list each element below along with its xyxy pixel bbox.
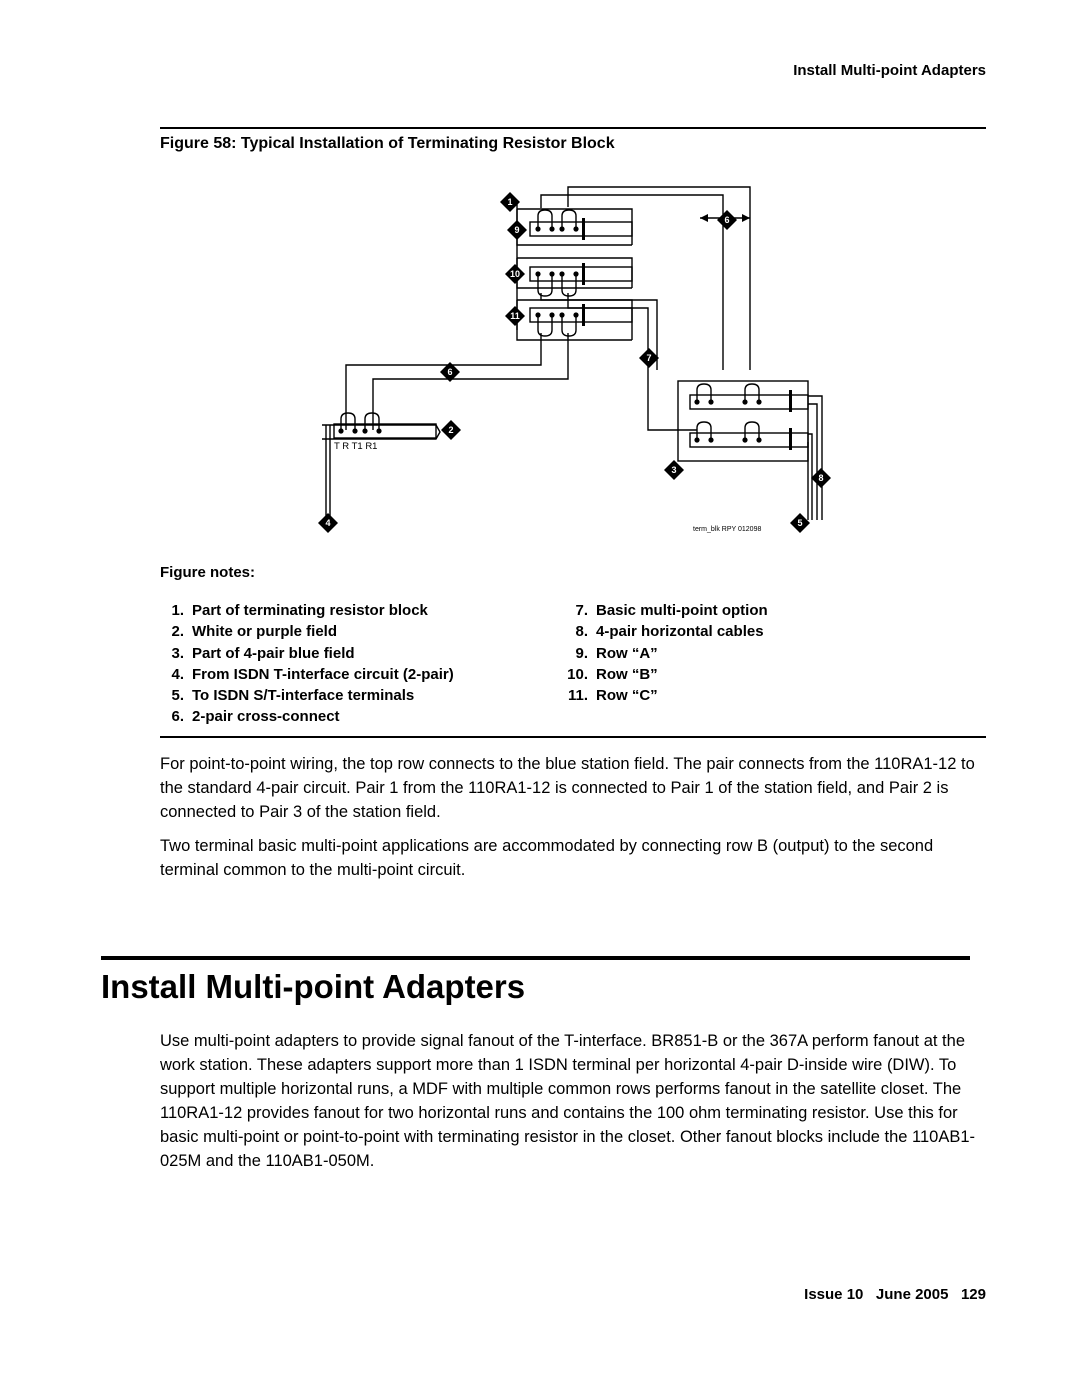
- figure-notes-left: [160, 600, 454, 728]
- note-item: 1. Part of terminating resistor block: [171, 602, 428, 619]
- callout-11: [505, 306, 525, 326]
- callout-4: [318, 513, 338, 533]
- note-item: 8. 4-pair horizontal cables: [575, 623, 764, 641]
- note-item: 11. Row “C”: [567, 687, 658, 705]
- body-paragraph-2: Two terminal basic multi-point applications are accommodated by connecting row B (output) to the second terminal common to the multi-point circuit.: [160, 837, 934, 879]
- svg-text:8: 8: [818, 473, 824, 483]
- running-header: Install Multi-point Adapters: [793, 62, 986, 79]
- note-item: 3. Part of 4-pair blue field: [171, 644, 355, 662]
- callout-3: [664, 460, 684, 480]
- figure-notes-title: Figure notes:: [160, 564, 256, 581]
- section-title: Install Multi-point Adapters: [101, 968, 526, 1005]
- body-paragraph-1: For point-to-point wiring, the top row connects to the blue station field. The pair connects from the 110RA1-12 to the standard 4-pair circuit. Pair 1 from the 110RA1-12 is connected to Pair 1 of the station field, and Pair 2 is connected to Pair 3 of the station field.: [160, 755, 975, 821]
- footer-date: June 2005: [875, 1286, 949, 1303]
- row-b-block: [517, 258, 632, 296]
- svg-text:3: 3: [671, 465, 677, 475]
- callout-6-top: [717, 210, 737, 230]
- svg-text:2: 2: [448, 425, 454, 435]
- svg-text:4: 4: [325, 518, 331, 528]
- wire: [373, 333, 568, 430]
- row-c-block: [517, 300, 632, 340]
- page-footer: [804, 1286, 986, 1303]
- svg-text:1: 1: [507, 197, 513, 207]
- callout-2: [441, 420, 461, 440]
- svg-text:7: 7: [646, 353, 652, 363]
- blue-field-block: [678, 381, 822, 520]
- callout-8: [811, 468, 831, 488]
- note-item: 2. White or purple field: [171, 623, 337, 641]
- figure-notes-right: [556, 600, 768, 706]
- page-number: 129: [960, 1286, 986, 1303]
- svg-text:9: 9: [514, 225, 520, 235]
- pin-labels: T R T1 R1: [334, 441, 378, 452]
- callout-5: [790, 513, 810, 533]
- footer-issue: Issue 10: [804, 1286, 864, 1303]
- callout-9: [507, 220, 527, 240]
- note-item: 9. Row “A”: [575, 644, 658, 662]
- svg-text:6: 6: [447, 367, 453, 377]
- note-item: 6. 2-pair cross-connect: [171, 708, 340, 726]
- figure-bottom-rule: [160, 736, 986, 738]
- callout-7: [639, 348, 659, 368]
- figure-caption: Figure 58: Typical Installation of Terminating Resistor Block: [160, 135, 615, 152]
- art-id: term_blk RPY 012098: [693, 526, 762, 533]
- note-item: 5. To ISDN S/T-interface terminals: [171, 687, 415, 705]
- section-rule: [101, 956, 970, 960]
- terminating-resistor-diagram: [0, 0, 1080, 560]
- note-item: 4. From ISDN T-interface circuit (2-pair): [171, 665, 454, 683]
- note-item: 10. Row “B”: [567, 665, 658, 683]
- svg-text:6: 6: [724, 215, 730, 225]
- svg-text:10: 10: [509, 269, 521, 279]
- note-item: 7. Basic multi-point option: [575, 602, 768, 619]
- wire: [346, 333, 541, 430]
- svg-text:5: 5: [797, 518, 803, 528]
- svg-text:11: 11: [510, 311, 520, 321]
- body-paragraph-3: Use multi-point adapters to provide signal fanout of the T-interface. BR851-B or the 367A perform fanout at the work station. These adapters support more than 1 ISDN terminal per horizontal 4-pair D-inside wire (DIW). To support multiple horizontal runs, a MDF with multiple common rows performs fanout in the satellite closet. The 110RA1-12 provides fanout for two horizontal runs and contains the 100 ohm terminating resistor. Use this for basic multi-point or point-to-point with terminating resistor in the closet. Other fanout blocks include the 110AB1-025M and the 110AB1-050M.: [160, 1032, 976, 1170]
- callout-10: [505, 264, 525, 284]
